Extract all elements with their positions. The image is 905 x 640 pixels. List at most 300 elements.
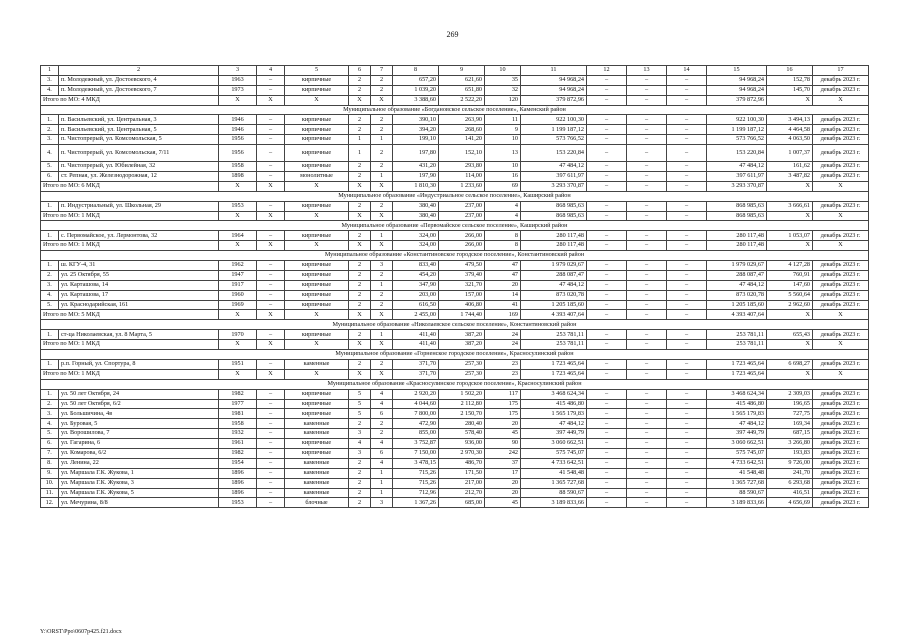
table-cell: кирпичные: [285, 409, 349, 419]
table-cell: 4 656,69: [767, 498, 813, 508]
table-cell: 2: [349, 498, 371, 508]
table-cell: –: [587, 389, 627, 399]
total-cell: –: [627, 211, 667, 221]
table-cell: 1963: [219, 75, 257, 85]
table-cell: 9.: [41, 468, 59, 478]
column-number-cell: 16: [767, 66, 813, 76]
table-cell: 1970: [219, 330, 257, 340]
table-cell: 237,00: [439, 201, 485, 211]
table-cell: декабрь 2023 г.: [813, 172, 869, 182]
table-cell: –: [257, 448, 285, 458]
table-cell: 152,78: [767, 75, 813, 85]
table-cell: 1.: [41, 201, 59, 211]
table-cell: 242: [485, 448, 521, 458]
total-cell: 4 393 407,64: [521, 310, 587, 320]
house-row: [41, 75, 869, 85]
total-cell: X: [371, 310, 393, 320]
table-cell: декабрь 2023 г.: [813, 478, 869, 488]
total-label: Итого по МО: 6 МКД: [41, 181, 219, 191]
table-cell: 7 800,00: [393, 409, 439, 419]
table-cell: 196,65: [767, 399, 813, 409]
total-row: [41, 310, 869, 320]
table-cell: –: [257, 458, 285, 468]
total-cell: 380,40: [393, 211, 439, 221]
table-cell: –: [587, 300, 627, 310]
table-cell: 873 020,78: [707, 290, 767, 300]
section-heading-row: [41, 105, 869, 115]
table-cell: –: [587, 115, 627, 125]
table-cell: 394,20: [393, 125, 439, 135]
total-cell: 3 388,60: [393, 95, 439, 105]
table-cell: –: [587, 409, 627, 419]
table-cell: 88 590,67: [707, 488, 767, 498]
total-cell: X: [767, 340, 813, 350]
table-cell: 47 484,12: [521, 419, 587, 429]
table-cell: –: [257, 261, 285, 271]
table-cell: –: [627, 330, 667, 340]
table-cell: каменные: [285, 468, 349, 478]
table-cell: 397 449,79: [707, 429, 767, 439]
table-cell: 13: [485, 145, 521, 162]
table-cell: 20: [485, 488, 521, 498]
table-cell: 431,20: [393, 162, 439, 172]
table-cell: 1.: [41, 389, 59, 399]
table-cell: 90: [485, 439, 521, 449]
table-cell: 1: [371, 135, 393, 145]
table-cell: 1 979 029,67: [707, 261, 767, 271]
table-cell: кирпичные: [285, 280, 349, 290]
table-cell: 4 464,58: [767, 125, 813, 135]
total-cell: X: [371, 241, 393, 251]
table-cell: 472,90: [393, 419, 439, 429]
table-cell: 573 766,52: [521, 135, 587, 145]
total-cell: 387,20: [439, 340, 485, 350]
table-cell: декабрь 2023 г.: [813, 261, 869, 271]
table-cell: 35: [485, 75, 521, 85]
column-number-cell: 14: [667, 66, 707, 76]
total-cell: –: [587, 340, 627, 350]
total-cell: X: [813, 241, 869, 251]
table-cell: 1 199 187,12: [707, 125, 767, 135]
table-cell: 1: [371, 172, 393, 182]
table-cell: 3.: [41, 409, 59, 419]
total-cell: X: [371, 95, 393, 105]
table-cell: 2: [371, 75, 393, 85]
table-cell: 573 766,52: [707, 135, 767, 145]
table-cell: 3: [371, 261, 393, 271]
table-cell: 1.: [41, 359, 59, 369]
table-cell: –: [627, 498, 667, 508]
address-cell: ул. Маршала Г.К. Жукова, 1: [59, 468, 219, 478]
table-cell: 411,40: [393, 330, 439, 340]
total-label: Итого по МО: 1 МКД: [41, 369, 219, 379]
total-cell: –: [587, 211, 627, 221]
table-cell: 141,20: [439, 135, 485, 145]
table-cell: 486,70: [439, 458, 485, 468]
table-cell: 17: [485, 468, 521, 478]
table-cell: 5.: [41, 162, 59, 172]
house-row: [41, 115, 869, 125]
table-cell: 1 723 465,64: [521, 359, 587, 369]
total-cell: X: [349, 369, 371, 379]
table-cell: 3 468 624,34: [707, 389, 767, 399]
table-cell: 922 100,30: [521, 115, 587, 125]
table-cell: 4.: [41, 85, 59, 95]
table-cell: 3 189 833,66: [521, 498, 587, 508]
table-cell: 1958: [219, 419, 257, 429]
address-cell: ул. Краснодарийская, 161: [59, 300, 219, 310]
table-cell: –: [257, 429, 285, 439]
table-cell: 1 039,20: [393, 85, 439, 95]
column-number-cell: 3: [219, 66, 257, 76]
column-number-cell: 2: [59, 66, 219, 76]
total-label: Итого по МО: 4 МКД: [41, 95, 219, 105]
table-cell: 197,90: [393, 172, 439, 182]
table-cell: декабрь 2023 г.: [813, 145, 869, 162]
table-cell: декабрь 2023 г.: [813, 409, 869, 419]
table-cell: –: [667, 330, 707, 340]
table-cell: 855,00: [393, 429, 439, 439]
table-cell: 1 365 727,68: [521, 478, 587, 488]
total-cell: –: [627, 181, 667, 191]
house-row: [41, 439, 869, 449]
table-cell: 6.: [41, 439, 59, 449]
table-cell: 2: [371, 290, 393, 300]
table-cell: –: [587, 135, 627, 145]
table-cell: 712,96: [393, 488, 439, 498]
table-cell: 47 484,12: [521, 280, 587, 290]
table-cell: –: [627, 409, 667, 419]
table-cell: 5.: [41, 300, 59, 310]
total-cell: 411,40: [393, 340, 439, 350]
total-cell: X: [257, 241, 285, 251]
table-cell: 3: [349, 429, 371, 439]
table-cell: 2 150,70: [439, 409, 485, 419]
table-cell: 3 666,61: [767, 201, 813, 211]
table-cell: –: [587, 280, 627, 290]
total-cell: X: [219, 310, 257, 320]
house-row: [41, 280, 869, 290]
column-number-cell: 5: [285, 66, 349, 76]
total-cell: 379 872,96: [521, 95, 587, 105]
column-number-cell: 17: [813, 66, 869, 76]
table-cell: 379,40: [439, 270, 485, 280]
table-cell: 2: [349, 172, 371, 182]
total-cell: X: [371, 340, 393, 350]
table-cell: 2: [349, 261, 371, 271]
total-cell: X: [349, 181, 371, 191]
table-cell: 217,00: [439, 478, 485, 488]
table-cell: 1 565 179,83: [521, 409, 587, 419]
register-table: [40, 65, 869, 508]
table-cell: 324,00: [393, 231, 439, 241]
table-cell: 1932: [219, 429, 257, 439]
table-cell: 2.: [41, 125, 59, 135]
table-cell: 266,00: [439, 231, 485, 241]
total-cell: X: [219, 369, 257, 379]
table-cell: 5: [349, 399, 371, 409]
table-cell: 715,26: [393, 468, 439, 478]
total-label: Итого по МО: 1 МКД: [41, 211, 219, 221]
table-cell: декабрь 2023 г.: [813, 231, 869, 241]
total-cell: 1 723 465,64: [707, 369, 767, 379]
table-cell: –: [587, 478, 627, 488]
table-cell: 47: [485, 270, 521, 280]
table-cell: 1898: [219, 172, 257, 182]
table-cell: каменные: [285, 458, 349, 468]
table-cell: –: [587, 419, 627, 429]
table-cell: 873 020,78: [521, 290, 587, 300]
table-cell: 655,43: [767, 330, 813, 340]
table-cell: 651,80: [439, 85, 485, 95]
house-row: [41, 409, 869, 419]
table-cell: декабрь 2023 г.: [813, 439, 869, 449]
table-cell: 12.: [41, 498, 59, 508]
total-cell: 280 117,48: [521, 241, 587, 251]
table-cell: –: [257, 409, 285, 419]
table-cell: –: [627, 300, 667, 310]
table-cell: 253 781,11: [707, 330, 767, 340]
table-cell: декабрь 2023 г.: [813, 330, 869, 340]
table-cell: каменные: [285, 359, 349, 369]
table-cell: 2: [349, 201, 371, 211]
table-cell: декабрь 2023 г.: [813, 458, 869, 468]
table-cell: 347,90: [393, 280, 439, 290]
table-cell: 1 723 465,64: [707, 359, 767, 369]
column-number-cell: 12: [587, 66, 627, 76]
table-cell: –: [627, 439, 667, 449]
total-cell: X: [371, 211, 393, 221]
column-number-cell: 1: [41, 66, 59, 76]
table-cell: –: [257, 135, 285, 145]
table-cell: 45: [485, 429, 521, 439]
table-cell: 6: [371, 448, 393, 458]
total-cell: X: [219, 181, 257, 191]
table-cell: кирпичные: [285, 270, 349, 280]
table-cell: 1 007,37: [767, 145, 813, 162]
table-cell: 1 199 187,12: [521, 125, 587, 135]
table-cell: 1: [371, 488, 393, 498]
address-cell: ул. Карташова, 14: [59, 280, 219, 290]
table-cell: –: [587, 468, 627, 478]
total-cell: 1 233,60: [439, 181, 485, 191]
table-cell: 575 745,07: [521, 448, 587, 458]
table-cell: кирпичные: [285, 300, 349, 310]
table-cell: 7 150,00: [393, 448, 439, 458]
table-cell: 175: [485, 399, 521, 409]
total-row: [41, 241, 869, 251]
table-cell: –: [667, 231, 707, 241]
table-cell: 4: [349, 439, 371, 449]
table-cell: 1973: [219, 85, 257, 95]
table-cell: –: [587, 458, 627, 468]
address-cell: р.п. Горный, ул. Спортура, 8: [59, 359, 219, 369]
table-cell: 1: [371, 280, 393, 290]
total-cell: –: [627, 310, 667, 320]
total-cell: 1 810,30: [393, 181, 439, 191]
table-cell: 3 060 662,51: [521, 439, 587, 449]
total-cell: –: [667, 95, 707, 105]
table-cell: 1 053,07: [767, 231, 813, 241]
house-row: [41, 419, 869, 429]
table-cell: –: [667, 270, 707, 280]
table-cell: 10: [485, 162, 521, 172]
table-cell: –: [587, 330, 627, 340]
table-cell: 37: [485, 458, 521, 468]
total-cell: –: [587, 310, 627, 320]
table-cell: 1954: [219, 458, 257, 468]
table-cell: –: [627, 270, 667, 280]
column-number-cell: 7: [371, 66, 393, 76]
table-cell: 6 698,27: [767, 359, 813, 369]
table-cell: –: [257, 399, 285, 409]
table-cell: 94 968,24: [521, 85, 587, 95]
address-cell: ул. 25 Октября, 55: [59, 270, 219, 280]
table-cell: 1896: [219, 488, 257, 498]
table-cell: 2 962,60: [767, 300, 813, 310]
table-cell: 416,51: [767, 488, 813, 498]
total-cell: X: [349, 241, 371, 251]
total-cell: 2 522,20: [439, 95, 485, 105]
table-cell: 47: [485, 261, 521, 271]
table-cell: декабрь 2023 г.: [813, 162, 869, 172]
section-heading: Муниципальное образование «Богдановское сельское поселение», Каменский район: [41, 105, 869, 115]
table-cell: 197,80: [393, 145, 439, 162]
address-cell: с. Первомайское, ул. Лермонтова, 32: [59, 231, 219, 241]
table-cell: 175: [485, 409, 521, 419]
table-cell: 1958: [219, 162, 257, 172]
table-cell: 94 968,24: [707, 85, 767, 95]
table-cell: 45: [485, 498, 521, 508]
table-cell: 8: [485, 231, 521, 241]
table-cell: –: [667, 359, 707, 369]
table-cell: 2: [349, 270, 371, 280]
table-cell: 1961: [219, 439, 257, 449]
table-cell: –: [627, 231, 667, 241]
table-cell: 4 063,50: [767, 135, 813, 145]
table-cell: –: [627, 145, 667, 162]
address-cell: п. Индустриальный, ул. Школьная, 29: [59, 201, 219, 211]
table-cell: 20: [485, 419, 521, 429]
table-cell: –: [627, 85, 667, 95]
table-cell: 3: [371, 498, 393, 508]
table-cell: 2: [349, 330, 371, 340]
total-cell: X: [285, 241, 349, 251]
total-cell: X: [371, 369, 393, 379]
table-cell: 1956: [219, 145, 257, 162]
table-cell: 253 781,11: [521, 330, 587, 340]
table-cell: 727,75: [767, 409, 813, 419]
total-cell: 23: [485, 369, 521, 379]
table-cell: кирпичные: [285, 399, 349, 409]
table-cell: 2: [349, 125, 371, 135]
table-cell: 1969: [219, 300, 257, 310]
total-row: [41, 340, 869, 350]
table-cell: 2: [371, 145, 393, 162]
table-cell: –: [257, 201, 285, 211]
table-cell: 4: [371, 389, 393, 399]
table-cell: кирпичные: [285, 125, 349, 135]
address-cell: ул. Ленина, 22: [59, 458, 219, 468]
table-cell: 2: [349, 85, 371, 95]
total-cell: 4 393 407,64: [707, 310, 767, 320]
table-cell: 2: [349, 468, 371, 478]
table-cell: 199,10: [393, 135, 439, 145]
table-cell: 387,20: [439, 330, 485, 340]
total-cell: 2 455,00: [393, 310, 439, 320]
table-cell: –: [257, 478, 285, 488]
table-cell: 3 752,87: [393, 439, 439, 449]
total-cell: –: [587, 241, 627, 251]
house-row: [41, 458, 869, 468]
table-cell: 47 484,12: [707, 419, 767, 429]
section-heading: Муниципальное образование «Константиновское городское поселение», Константиновский район: [41, 251, 869, 261]
column-number-cell: 15: [707, 66, 767, 76]
table-cell: –: [667, 389, 707, 399]
table-cell: 1982: [219, 448, 257, 458]
house-row: [41, 468, 869, 478]
table-cell: –: [257, 468, 285, 478]
house-row: [41, 290, 869, 300]
table-cell: 193,83: [767, 448, 813, 458]
table-cell: 11: [485, 115, 521, 125]
section-heading-row: [41, 320, 869, 330]
table-cell: 2: [349, 162, 371, 172]
table-cell: –: [587, 488, 627, 498]
table-cell: –: [257, 75, 285, 85]
table-cell: –: [587, 125, 627, 135]
total-cell: 266,00: [439, 241, 485, 251]
house-row: [41, 359, 869, 369]
table-cell: –: [257, 488, 285, 498]
table-cell: –: [667, 261, 707, 271]
table-cell: 212,70: [439, 488, 485, 498]
table-cell: 9: [485, 125, 521, 135]
table-cell: 2.: [41, 270, 59, 280]
table-cell: 2: [349, 115, 371, 125]
table-cell: 4 733 642,51: [521, 458, 587, 468]
table-cell: кирпичные: [285, 231, 349, 241]
table-cell: 2: [349, 458, 371, 468]
table-cell: 1964: [219, 231, 257, 241]
table-cell: 397 611,97: [707, 172, 767, 182]
table-cell: 657,20: [393, 75, 439, 85]
table-cell: –: [627, 75, 667, 85]
section-heading-row: [41, 221, 869, 231]
table-cell: 406,80: [439, 300, 485, 310]
table-cell: 578,40: [439, 429, 485, 439]
table-cell: 1 502,20: [439, 389, 485, 399]
address-cell: ул. 50 лет Октября, 6/2: [59, 399, 219, 409]
column-number-cell: 6: [349, 66, 371, 76]
table-cell: 1: [371, 478, 393, 488]
address-cell: ул. Карташова, 17: [59, 290, 219, 300]
table-cell: 575 745,07: [707, 448, 767, 458]
table-cell: 153 220,84: [521, 145, 587, 162]
table-cell: –: [587, 270, 627, 280]
table-cell: 23: [485, 359, 521, 369]
total-cell: –: [587, 369, 627, 379]
table-cell: кирпичные: [285, 135, 349, 145]
total-cell: X: [813, 310, 869, 320]
house-row: [41, 498, 869, 508]
table-cell: –: [587, 75, 627, 85]
table-cell: –: [667, 439, 707, 449]
total-cell: X: [349, 310, 371, 320]
table-cell: 3.: [41, 135, 59, 145]
table-cell: 171,50: [439, 468, 485, 478]
table-cell: 4.: [41, 290, 59, 300]
